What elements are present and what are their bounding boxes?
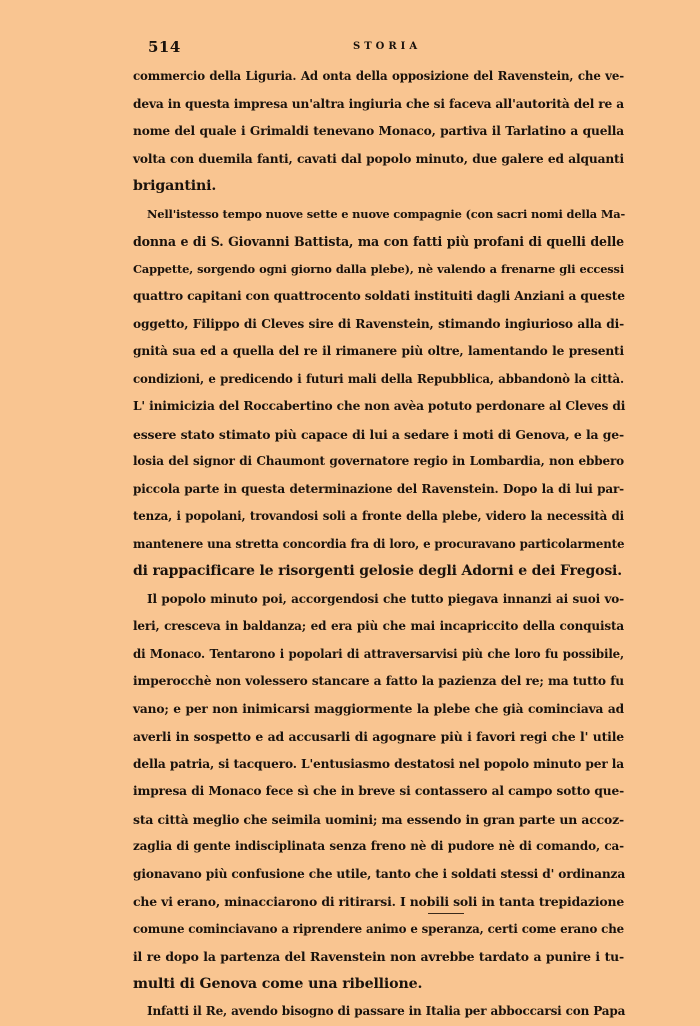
text-line: imperocchè non volessero stancare a fatto la pazienza del re; ma tutto fu: [133, 674, 624, 688]
text-line: il re dopo la partenza del Ravenstein non avrebbe tardato a punire i tu-: [133, 949, 624, 964]
body-text: [133, 63, 624, 1026]
text-line: mantenere una stretta concordia fra di loro, e procuravano particolarmente: [133, 536, 625, 551]
text-line: impresa di Monaco fece sì che in breve si contassero al campo sotto que-: [133, 784, 624, 798]
text-line: gionavano più confusione che utile, tanto che i soldati stessi d' ordinanza: [133, 866, 626, 881]
text-line: Nell'istesso tempo nuove sette e nuove compagnie (con sacri nomi della Ma-: [147, 206, 626, 221]
footer-rule: [428, 913, 464, 914]
text-line: piccola parte in questa determinazione del Ravenstein. Dopo la di lui par-: [133, 481, 624, 496]
text-line: gnità sua ed a quella del re il rimanere più oltre, lamentando le presenti: [133, 344, 624, 358]
text-line: donna e di S. Giovanni Battista, ma con fatti più profani di quelli delle: [133, 234, 624, 249]
text-line: Infatti il Re, avendo bisogno di passare in Italia per abboccarsi con Papa: [147, 1004, 626, 1018]
text-line: comune cominciavano a riprendere animo e speranza, certi come erano che: [133, 921, 624, 936]
text-line: volta con duemila fanti, cavati dal popolo minuto, due galere ed alquanti: [133, 151, 624, 166]
text-line: leri, cresceva in baldanza; ed era più che mai incapriccito della conquista: [133, 619, 624, 633]
text-line: essere stato stimato più capace di lui a sedare i moti di Genova, e la ge-: [133, 426, 624, 442]
text-line: di Monaco. Tentarono i popolari di attraversarvisi più che loro fu possibile,: [133, 646, 624, 661]
text-line: Cappette, sorgendo ogni giorno dalla plebe), nè valendo a frenarne gli eccessi: [133, 261, 624, 276]
text-line: commercio della Liguria. Ad onta della opposizione del Ravenstein, che ve-: [133, 69, 624, 83]
text-line: tenza, i popolani, trovandosi soli a fronte della plebe, videro la necessità di: [133, 509, 624, 523]
text-line: quattro capitani con quattrocento soldati instituiti dagli Anziani a queste: [133, 289, 625, 303]
running-head: STORIA: [353, 41, 422, 52]
text-line: multi di Genova come una ribellione.: [133, 975, 423, 992]
text-line: condizioni, e predicendo i futuri mali della Repubblica, abbandonò la città.: [133, 371, 624, 386]
text-line: oggetto, Filippo di Cleves sire di Ravenstein, stimando ingiurioso alla di-: [133, 316, 624, 331]
text-line: deva in questa impresa un'altra ingiuria che si faceva all'autorità del re a: [133, 96, 624, 111]
text-line: Il popolo minuto poi, accorgendosi che tutto piegava innanzi ai suoi vo-: [147, 591, 624, 606]
text-line: L' inimicizia del Roccabertino che non avèa potuto perdonare al Cleves di: [133, 399, 626, 413]
page-header: [148, 38, 622, 58]
text-line: di rappacificare le risorgenti gelosie degli Adorni e dei Fregosi.: [133, 563, 622, 579]
text-line: sta città meglio che seimila uomini; ma essendo in gran parte un accoz-: [133, 811, 624, 827]
text-line: nome del quale i Grimaldi tenevano Monaco, partiva il Tarlatino a quella: [133, 124, 624, 138]
text-line: che vi erano, minacciarono di ritirarsi. I nobili soli in tanta trepidazione: [133, 894, 625, 909]
text-line: averli in sospetto e ad accusarli di agognare più i favori regi che l' utile: [133, 729, 624, 744]
text-line: della patria, si tacquero. L'entusiasmo destatosi nel popolo minuto per la: [133, 756, 624, 771]
text-line: brigantini.: [133, 178, 217, 194]
text-line: zaglia di gente indisciplinata senza freno nè di pudore nè di comando, ca-: [133, 839, 624, 853]
page-number: 514: [148, 38, 181, 56]
text-line: vano; e per non inimicarsi maggiormente la plebe che già cominciava ad: [133, 701, 624, 716]
text-line: losia del signor di Chaumont governatore regio in Lombardia, non ebbero: [133, 454, 624, 468]
